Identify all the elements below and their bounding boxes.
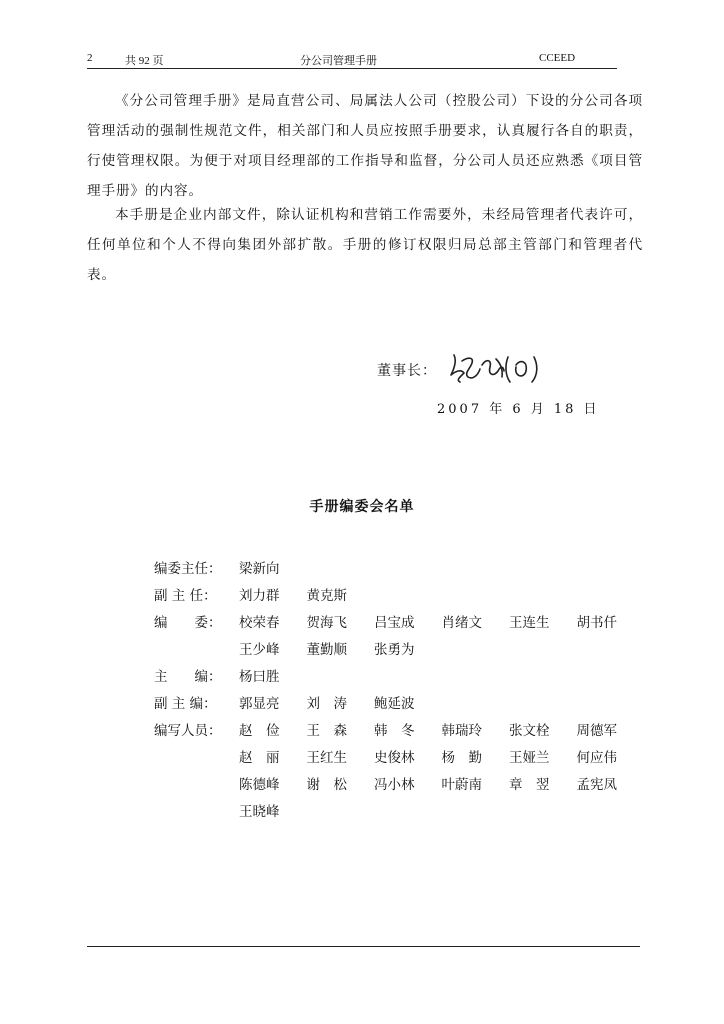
roster-names	[239, 691, 644, 718]
member-name: 杨 勤	[441, 750, 482, 766]
member-name: 刘力群	[239, 588, 280, 604]
member-name: 王少峰	[239, 642, 280, 658]
member-name: 刘 涛	[306, 696, 347, 712]
member-name: 陈德峰	[239, 777, 280, 793]
member-name: 王红生	[306, 750, 347, 766]
member-name: 张勇为	[374, 642, 415, 658]
member-name: 周德军	[576, 723, 617, 739]
committee-title: 手册编委会名单	[309, 499, 415, 515]
roster-names	[239, 664, 644, 691]
roster-role: 副 主 任：	[154, 588, 217, 604]
intro-paragraph: 《分公司管理手册》是局直营公司、局属法人公司（控股公司）下设的分公司各项管理活动的强制性规范文件，相关部门和人员应按照手册要求，认真履行各自的职责，行使管理权限。为便于对项目经理部的工作指导和监督，分公司人员还应熟悉《项目管理手册》的内容。	[87, 93, 643, 199]
roster-row	[154, 610, 644, 664]
member-name: 校荣春	[239, 615, 280, 631]
member-name: 王连生	[509, 615, 550, 631]
roster-role: 编写人员：	[154, 723, 222, 739]
document-title: 分公司管理手册	[300, 55, 377, 67]
roster-row	[154, 583, 644, 610]
roster-row	[154, 718, 644, 826]
roster-names	[239, 583, 644, 610]
member-name: 董勤顺	[306, 642, 347, 658]
member-name: 肖绪文	[441, 615, 482, 631]
page-number: 2	[87, 52, 93, 64]
member-name: 章 翌	[509, 777, 550, 793]
roster-role: 主 编：	[154, 669, 222, 685]
page-header	[87, 50, 617, 68]
member-name: 冯小林	[374, 777, 415, 793]
roster-role: 副 主 编：	[154, 696, 217, 712]
roster-role: 编委主任：	[154, 561, 222, 577]
member-name: 何应伟	[576, 750, 617, 766]
member-name: 孟宪凤	[576, 777, 617, 793]
member-name: 王晓峰	[239, 804, 280, 820]
roster-row	[154, 691, 644, 718]
member-name: 贺海飞	[306, 615, 347, 631]
member-name: 韩瑞玲	[441, 723, 482, 739]
footer-rule	[87, 946, 640, 947]
member-name: 胡书仟	[576, 615, 617, 631]
roster-names	[239, 610, 644, 664]
member-name: 谢 松	[306, 777, 347, 793]
member-name: 韩 冬	[374, 723, 415, 739]
sign-date: 2007 年 6 月 18 日	[437, 402, 600, 417]
member-name: 吕宝成	[374, 615, 415, 631]
member-name: 郭显亮	[239, 696, 280, 712]
member-name: 张文栓	[509, 723, 550, 739]
member-name: 史俊林	[374, 750, 415, 766]
member-name: 梁新向	[239, 561, 280, 577]
roster-role: 编 委：	[154, 615, 222, 631]
member-name: 王 森	[306, 723, 347, 739]
total-pages: 共 92 页	[125, 55, 164, 67]
member-name: 黄克斯	[306, 588, 347, 604]
handwritten-signature	[448, 349, 540, 389]
chairman-label: 董事长：	[377, 363, 437, 379]
member-name: 鲍延波	[374, 696, 415, 712]
member-name: 赵 俭	[239, 723, 280, 739]
committee-roster	[154, 556, 644, 826]
member-name: 王娅兰	[509, 750, 550, 766]
roster-row	[154, 664, 644, 691]
member-name: 叶蔚南	[441, 777, 482, 793]
roster-names	[239, 556, 644, 583]
roster-row	[154, 556, 644, 583]
member-name: 赵 丽	[239, 750, 280, 766]
org-code: CCEED	[539, 52, 576, 64]
member-name: 杨曰胜	[239, 669, 280, 685]
header-rule	[87, 68, 617, 69]
roster-names	[239, 718, 644, 826]
confidentiality-paragraph: 本手册是企业内部文件，除认证机构和营销工作需要外，未经局管理者代表许可，任何单位和个人不得向集团外部扩散。手册的修订权限归局总部主管部门和管理者代表。	[87, 207, 643, 283]
